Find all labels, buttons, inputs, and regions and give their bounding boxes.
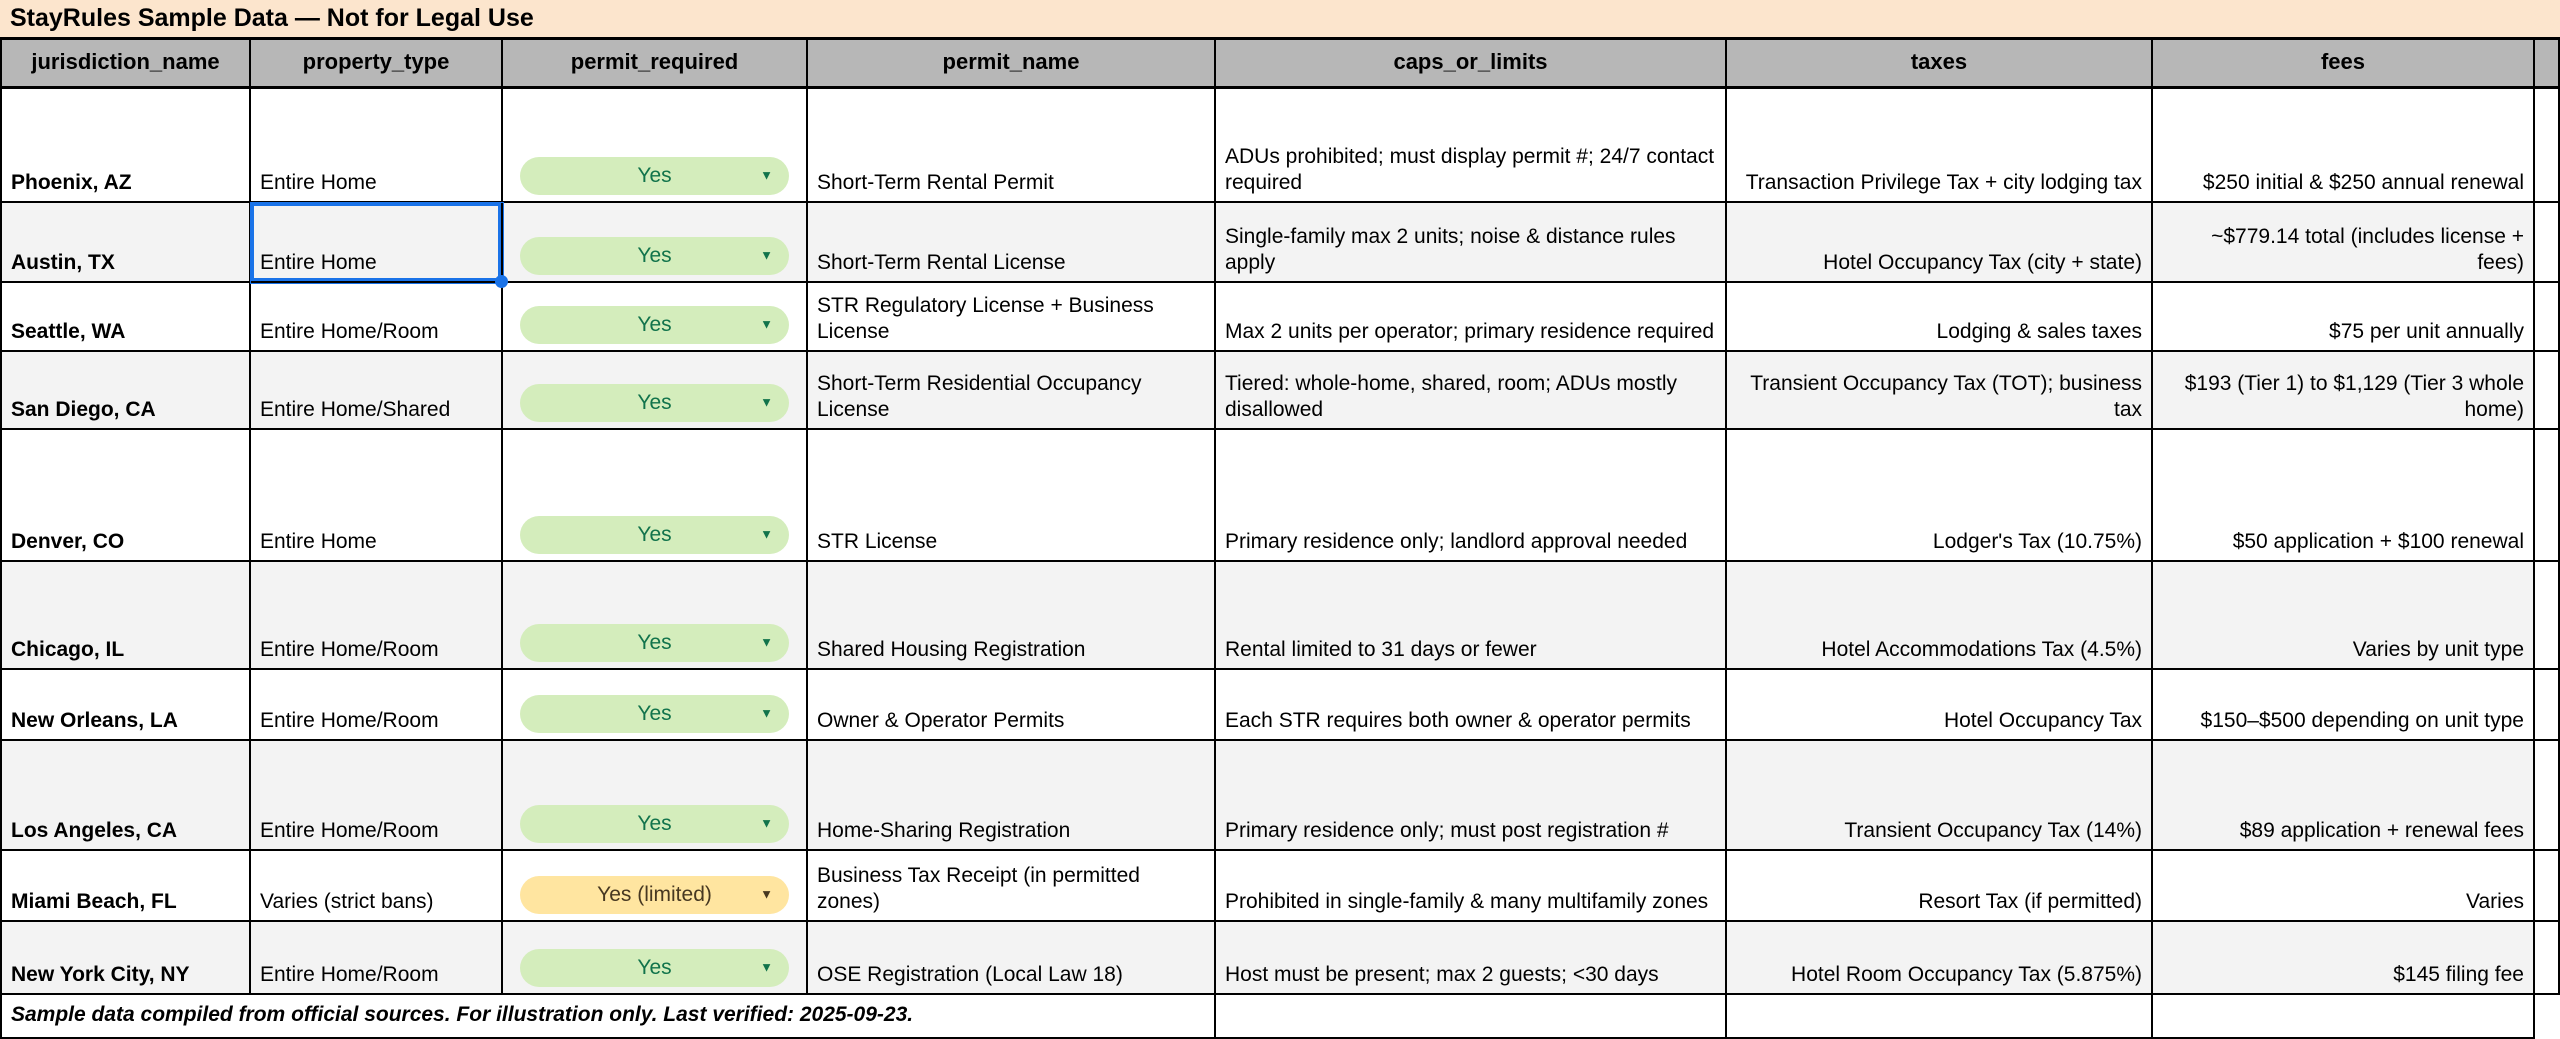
cell-text: Short-Term Rental License: [817, 251, 1066, 274]
permit-dropdown-chip[interactable]: [520, 237, 789, 275]
cell-text: Entire Home/Room: [260, 320, 439, 343]
permit-dropdown-label: Yes (limited): [597, 883, 712, 906]
cell-text: Varies: [2466, 890, 2524, 913]
cell-text: $150–$500 depending on unit type: [2200, 709, 2524, 732]
cell-taxes[interactable]: [1727, 283, 2153, 352]
table-row: [0, 203, 2560, 283]
cell-caps-or-limits[interactable]: [1216, 89, 1727, 203]
cell-text: OSE Registration (Local Law 18): [817, 963, 1123, 986]
cell-text: San Diego, CA: [11, 398, 156, 421]
cell-taxes[interactable]: [1727, 352, 2153, 430]
cell-property-type[interactable]: [251, 851, 503, 922]
cell-text: $145 filing fee: [2393, 963, 2524, 986]
cell-caps-or-limits[interactable]: [1216, 562, 1727, 670]
cell-permit-required[interactable]: [503, 741, 808, 851]
table-row: [0, 89, 2560, 203]
cell-text: Austin, TX: [11, 251, 115, 274]
cell-fees[interactable]: [2153, 670, 2535, 741]
cell-property-type[interactable]: [251, 430, 503, 562]
cell-text: Entire Home/Room: [260, 709, 439, 732]
cell-permit-required[interactable]: [503, 670, 808, 741]
cell-fees[interactable]: [2153, 352, 2535, 430]
cell-text: STR Regulatory License + Business License: [817, 294, 1154, 343]
cell-property-type[interactable]: [251, 741, 503, 851]
cell-taxes[interactable]: [1727, 670, 2153, 741]
cell-permit-name[interactable]: [808, 741, 1216, 851]
permit-dropdown-chip[interactable]: [520, 876, 789, 914]
dropdown-arrow-icon: ▼: [760, 959, 773, 975]
cell-jurisdiction-name[interactable]: [0, 283, 251, 352]
cell-property-type[interactable]: [251, 352, 503, 430]
cell-permit-name[interactable]: [808, 203, 1216, 283]
permit-dropdown-label: Yes: [637, 702, 672, 725]
cell-extra[interactable]: [2535, 741, 2560, 851]
cell-permit-required[interactable]: [503, 851, 808, 922]
cell-text: Entire Home/Room: [260, 963, 439, 986]
cell-extra[interactable]: [2535, 352, 2560, 430]
cell-caps-or-limits[interactable]: [1216, 670, 1727, 741]
cell-text: Short-Term Rental Permit: [817, 171, 1054, 194]
footer-empty-cell: [2535, 995, 2560, 1039]
column-header-permit-name[interactable]: permit_name: [808, 40, 1216, 89]
cell-extra[interactable]: [2535, 430, 2560, 562]
cell-text: Owner & Operator Permits: [817, 709, 1065, 732]
cell-caps-or-limits[interactable]: [1216, 741, 1727, 851]
column-header-jurisdiction-name[interactable]: jurisdiction_name: [0, 40, 251, 89]
selection-fill-handle[interactable]: [495, 275, 508, 288]
cell-permit-name[interactable]: [808, 562, 1216, 670]
cell-text: Resort Tax (if permitted): [1918, 890, 2142, 913]
cell-jurisdiction-name[interactable]: [0, 562, 251, 670]
cell-text: Business Tax Receipt (in permitted zones): [817, 864, 1140, 913]
cell-caps-or-limits[interactable]: [1216, 283, 1727, 352]
footer-empty-cell[interactable]: [1727, 995, 2153, 1039]
cell-permit-name[interactable]: [808, 430, 1216, 562]
page-title: StayRules Sample Data — Not for Legal Use: [10, 4, 534, 32]
permit-dropdown-label: Yes: [637, 313, 672, 336]
cell-taxes[interactable]: [1727, 922, 2153, 995]
column-header-fees[interactable]: fees: [2153, 40, 2535, 89]
cell-extra[interactable]: [2535, 89, 2560, 203]
cell-fees[interactable]: [2153, 89, 2535, 203]
cell-permit-name[interactable]: [808, 89, 1216, 203]
permit-dropdown-chip[interactable]: [520, 384, 789, 422]
cell-text: Varies (strict bans): [260, 890, 434, 913]
cell-text: Max 2 units per operator; primary residence required: [1225, 320, 1715, 343]
cell-taxes[interactable]: [1727, 430, 2153, 562]
cell-text: Rental limited to 31 days or fewer: [1225, 638, 1537, 661]
permit-dropdown-label: Yes: [637, 631, 672, 654]
footer-note: Sample data compiled from official sources. For illustration only. Last verified: 2025-09-23.: [0, 995, 1216, 1039]
dropdown-arrow-icon: ▼: [760, 526, 773, 542]
cell-text: Transaction Privilege Tax + city lodging tax: [1745, 171, 2142, 194]
cell-permit-required[interactable]: [503, 203, 808, 283]
column-header-caps-or-limits[interactable]: caps_or_limits: [1216, 40, 1727, 89]
cell-text: Phoenix, AZ: [11, 171, 132, 194]
cell-jurisdiction-name[interactable]: [0, 203, 251, 283]
cell-text: Host must be present; max 2 guests; <30 days: [1225, 963, 1659, 986]
permit-dropdown-chip[interactable]: [520, 805, 789, 843]
cell-caps-or-limits[interactable]: [1216, 922, 1727, 995]
cell-text: Home-Sharing Registration: [817, 819, 1071, 842]
cell-text: Lodger's Tax (10.75%): [1932, 530, 2142, 553]
cell-text: Chicago, IL: [11, 638, 125, 661]
cell-taxes[interactable]: [1727, 562, 2153, 670]
permit-dropdown-chip[interactable]: [520, 306, 789, 344]
permit-dropdown-label: Yes: [637, 244, 672, 267]
cell-permit-required[interactable]: [503, 89, 808, 203]
cell-jurisdiction-name[interactable]: [0, 89, 251, 203]
dropdown-arrow-icon: ▼: [760, 247, 773, 263]
cell-permit-required[interactable]: [503, 283, 808, 352]
table-row: [0, 741, 2560, 851]
permit-dropdown-chip[interactable]: [520, 516, 789, 554]
cell-text: STR License: [817, 530, 938, 553]
cell-fees[interactable]: [2153, 430, 2535, 562]
table-row: [0, 430, 2560, 562]
cell-permit-name[interactable]: [808, 851, 1216, 922]
column-header-taxes[interactable]: taxes: [1727, 40, 2153, 89]
permit-dropdown-label: Yes: [637, 812, 672, 835]
cell-text: ~$779.14 total (includes license + fees): [2211, 225, 2524, 274]
permit-dropdown-label: Yes: [637, 164, 672, 187]
cell-permit-required[interactable]: [503, 922, 808, 995]
footer-row: [0, 995, 2560, 1039]
cell-extra[interactable]: [2535, 670, 2560, 741]
dropdown-arrow-icon: ▼: [760, 167, 773, 183]
cell-text: Transient Occupancy Tax (14%): [1844, 819, 2142, 842]
cell-permit-name[interactable]: [808, 670, 1216, 741]
cell-text: Hotel Occupancy Tax (city + state): [1823, 251, 2142, 274]
dropdown-arrow-icon: ▼: [760, 634, 773, 650]
cell-caps-or-limits[interactable]: [1216, 851, 1727, 922]
cell-text: $50 application + $100 renewal: [2232, 530, 2524, 553]
cell-extra[interactable]: [2535, 922, 2560, 995]
cell-taxes[interactable]: [1727, 203, 2153, 283]
cell-text: Primary residence only; landlord approval needed: [1225, 530, 1688, 553]
cell-extra[interactable]: [2535, 562, 2560, 670]
cell-text: Denver, CO: [11, 530, 125, 553]
cell-text: Varies by unit type: [2352, 638, 2524, 661]
dropdown-arrow-icon: ▼: [760, 394, 773, 410]
cell-permit-name[interactable]: [808, 922, 1216, 995]
cell-jurisdiction-name[interactable]: [0, 352, 251, 430]
cell-text: New Orleans, LA: [11, 709, 178, 732]
cell-text: $75 per unit annually: [2329, 320, 2524, 343]
cell-text: Hotel Room Occupancy Tax (5.875%): [1791, 963, 2142, 986]
cell-property-type[interactable]: [251, 670, 503, 741]
table-row: [0, 670, 2560, 741]
table-body: [0, 89, 2560, 995]
permit-dropdown-chip[interactable]: [520, 624, 789, 662]
cell-caps-or-limits[interactable]: [1216, 203, 1727, 283]
cell-fees[interactable]: [2153, 922, 2535, 995]
sheet-title-bar: [0, 0, 2560, 40]
cell-taxes[interactable]: [1727, 741, 2153, 851]
cell-fees[interactable]: [2153, 851, 2535, 922]
table-row: [0, 283, 2560, 352]
cell-text: Prohibited in single-family & many multifamily zones: [1225, 890, 1709, 913]
cell-extra[interactable]: [2535, 283, 2560, 352]
cell-text: Short-Term Residential Occupancy License: [817, 372, 1142, 421]
cell-permit-name[interactable]: [808, 352, 1216, 430]
cell-text: Entire Home/Shared: [260, 398, 451, 421]
cell-text: Miami Beach, FL: [11, 890, 177, 913]
cell-text: $193 (Tier 1) to $1,129 (Tier 3 whole home): [2184, 372, 2524, 421]
table-row: [0, 922, 2560, 995]
cell-text: Hotel Accommodations Tax (4.5%): [1821, 638, 2142, 661]
cell-permit-required[interactable]: [503, 562, 808, 670]
cell-fees[interactable]: [2153, 203, 2535, 283]
cell-text: $250 initial & $250 annual renewal: [2202, 171, 2524, 194]
cell-fees[interactable]: [2153, 283, 2535, 352]
permit-dropdown-chip[interactable]: [520, 157, 789, 195]
cell-fees[interactable]: [2153, 741, 2535, 851]
cell-text: Entire Home: [260, 530, 377, 553]
cell-text: New York City, NY: [11, 963, 190, 986]
cell-text: $89 application + renewal fees: [2239, 819, 2524, 842]
cell-jurisdiction-name[interactable]: [0, 922, 251, 995]
cell-property-type[interactable]: [251, 562, 503, 670]
cell-jurisdiction-name[interactable]: [0, 430, 251, 562]
cell-text: Tiered: whole-home, shared, room; ADUs mostly disallowed: [1225, 372, 1678, 421]
permit-dropdown-label: Yes: [637, 523, 672, 546]
column-header-property-type[interactable]: property_type: [251, 40, 503, 89]
table-row: [0, 851, 2560, 922]
cell-property-type[interactable]: [251, 203, 503, 283]
cell-property-type[interactable]: [251, 89, 503, 203]
footer-empty-cell[interactable]: [2153, 995, 2535, 1039]
cell-text: Los Angeles, CA: [11, 819, 178, 842]
cell-text: Entire Home: [260, 171, 377, 194]
cell-permit-name[interactable]: [808, 283, 1216, 352]
cell-text: Each STR requires both owner & operator permits: [1225, 709, 1691, 732]
cell-text: Entire Home/Room: [260, 819, 439, 842]
cell-extra[interactable]: [2535, 203, 2560, 283]
cell-text: Seattle, WA: [11, 320, 126, 343]
cell-text: Entire Home/Room: [260, 638, 439, 661]
cell-property-type[interactable]: [251, 922, 503, 995]
cell-text: Lodging & sales taxes: [1936, 320, 2142, 343]
dropdown-arrow-icon: ▼: [760, 316, 773, 332]
dropdown-arrow-icon: ▼: [760, 815, 773, 831]
permit-dropdown-label: Yes: [637, 391, 672, 414]
cell-taxes[interactable]: [1727, 89, 2153, 203]
cell-text: Hotel Occupancy Tax: [1943, 709, 2142, 732]
cell-text: Single-family max 2 units; noise & distance rules apply: [1225, 225, 1676, 274]
cell-text: Entire Home: [260, 251, 377, 274]
cell-jurisdiction-name[interactable]: [0, 741, 251, 851]
cell-caps-or-limits[interactable]: [1216, 352, 1727, 430]
permit-dropdown-chip[interactable]: [520, 949, 789, 987]
cell-taxes[interactable]: [1727, 851, 2153, 922]
cell-jurisdiction-name[interactable]: [0, 851, 251, 922]
table-row: [0, 352, 2560, 430]
footer-empty-cell[interactable]: [1216, 995, 1727, 1039]
dropdown-arrow-icon: ▼: [760, 705, 773, 721]
cell-text: Transient Occupancy Tax (TOT); business tax: [1750, 372, 2142, 421]
cell-caps-or-limits[interactable]: [1216, 430, 1727, 562]
cell-fees[interactable]: [2153, 562, 2535, 670]
column-header-extra[interactable]: [2535, 40, 2560, 89]
table-row: [0, 562, 2560, 670]
cell-permit-required[interactable]: [503, 430, 808, 562]
permit-dropdown-chip[interactable]: [520, 695, 789, 733]
column-header-row: [0, 40, 2560, 89]
cell-extra[interactable]: [2535, 851, 2560, 922]
permit-dropdown-label: Yes: [637, 956, 672, 979]
cell-jurisdiction-name[interactable]: [0, 670, 251, 741]
cell-property-type[interactable]: [251, 283, 503, 352]
column-header-permit-required[interactable]: permit_required: [503, 40, 808, 89]
cell-text: ADUs prohibited; must display permit #; 24/7 contact required: [1225, 145, 1715, 194]
cell-text: Primary residence only; must post registration #: [1225, 819, 1669, 842]
cell-permit-required[interactable]: [503, 352, 808, 430]
cell-text: Shared Housing Registration: [817, 638, 1086, 661]
dropdown-arrow-icon: ▼: [760, 886, 773, 902]
